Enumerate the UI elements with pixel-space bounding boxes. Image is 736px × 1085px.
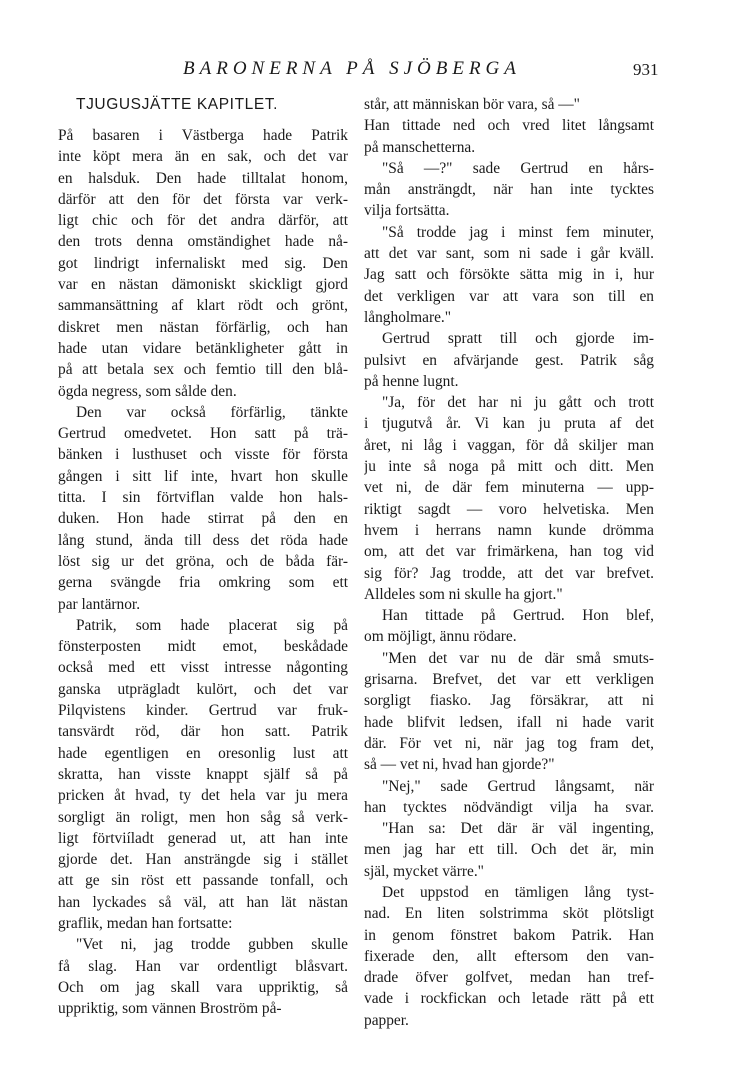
- text-line: hade utan vidare betänkligheter gått in: [58, 339, 348, 357]
- text-line: i tjugutvå år. Vi kan ju pruta af det: [364, 415, 654, 433]
- text-line: Gertrud spratt till och gjorde im-: [382, 330, 654, 348]
- text-line: "Vet ni, jag trodde gubben skulle: [76, 936, 348, 954]
- text-line: vilja fortsätta.: [364, 202, 450, 220]
- text-line: lång stund, ända till dess det röda hade: [58, 531, 348, 549]
- text-line: sorgligt fiasko. Jag försäkrar, att ni: [364, 692, 654, 710]
- text-line: titta. I sin förtviflan valde hon hals-: [58, 489, 348, 507]
- text-line: hade blifvit ledsen, ifall ni hade varit: [364, 713, 654, 731]
- text-line: gången i sitt lif inte, hvart hon skulle: [58, 467, 348, 485]
- text-line: ligt förtviíladt generad ut, att han inte: [58, 829, 348, 847]
- text-line: det verkligen var att vara son till en: [364, 287, 654, 305]
- text-line: om möjligt, ännu rödare.: [364, 628, 517, 646]
- text-line: par lantärnor.: [58, 595, 141, 613]
- text-line: han tycktes nödvändigt vilja ha svar.: [364, 798, 654, 816]
- text-line: tansvärdt röd, där hon satt. Patrik: [58, 723, 348, 741]
- text-line: Alldeles som ni skulle ha gjort.": [364, 585, 563, 603]
- text-line: på henne lugnt.: [364, 372, 459, 390]
- text-line: pricken åt hvad, ty det hela var ju mera: [58, 787, 348, 805]
- text-line: gerna svängde fria omkring som ett: [58, 574, 348, 592]
- text-line: står, att människan bör vara, så —": [364, 96, 580, 113]
- text-line: diskret men nästan förfärlig, och han: [58, 318, 348, 336]
- text-line: mån ansträngdt, när han inte tycktes: [364, 181, 654, 199]
- text-line: "Nej," sade Gertrud långsamt, när: [382, 777, 654, 795]
- running-header: [0, 58, 736, 86]
- text-line: själ, mycket värre.": [364, 862, 484, 880]
- left-column: [58, 94, 348, 1019]
- text-line: sorgligt än roligt, men hon såg så verk-: [58, 808, 348, 826]
- text-line: ju inte så noga på mitt och ditt. Men: [364, 458, 654, 476]
- text-line: Pilqvistens kinder. Gertrud var fruk-: [58, 702, 348, 720]
- text-line: pulsivt en afvärjande gest. Patrik såg: [364, 351, 654, 369]
- text-line: om, att det var frimärkena, han tog vid: [364, 543, 654, 561]
- text-line: grisarna. Brefvet, det var ett verkligen: [364, 671, 654, 689]
- text-line: en halsduk. Den hade tilltalat honom,: [58, 169, 348, 187]
- text-line: ligt chic och för det andra därför, att: [58, 212, 348, 230]
- text-line: långholmare.": [364, 308, 452, 326]
- text-line: skratta, han visste knappt själf så på: [58, 765, 348, 783]
- text-line: got lindrigt infernaliskt med sig. Den: [58, 254, 348, 272]
- text-line: också med ett visst intresse någonting: [58, 659, 348, 677]
- text-line: att ge sin röst ett passande tonfall, och: [58, 872, 348, 890]
- text-line: på manschetterna.: [364, 138, 476, 156]
- text-line: han lyckades så väl, att han lät nästan: [58, 893, 348, 911]
- text-line: sammansättning af klart rödt och grönt,: [58, 297, 348, 315]
- text-line: löst sig ur det gröna, och de båda fär-: [58, 552, 348, 570]
- text-line: papper.: [364, 1011, 409, 1029]
- text-line: hvem i herrans namn kunde drömma: [364, 521, 654, 539]
- text-line: Patrik, som hade placerat sig på: [76, 616, 348, 634]
- text-line: få slag. Han var ordentligt blåsvart.: [58, 957, 348, 975]
- text-line: uppriktig, som vännen Broström på-: [58, 1000, 282, 1018]
- text-line: Det uppstod en tämligen lång tyst-: [382, 883, 654, 901]
- text-line: "Så —?" sade Gertrud en hårs-: [382, 159, 654, 177]
- page-number: 931: [633, 60, 659, 79]
- text-line: "Så trodde jag i minst fem minuter,: [382, 223, 654, 241]
- text-line: bänken i lusthuset och visste för första: [58, 446, 348, 464]
- running-title: BARONERNA PÅ SJÖBERGA: [183, 58, 521, 79]
- text-line: där. För vet ni, när jag tog fram det,: [364, 734, 654, 752]
- text-line: graflik, medan han fortsatte:: [58, 914, 233, 932]
- text-line: ögda negress, som sålde den.: [58, 382, 237, 400]
- text-line: ganska utprägladt kulört, och det var: [58, 680, 348, 698]
- text-line: "Ja, för det har ni ju gått och trott: [382, 394, 654, 412]
- text-line: att det var sant, som ni sade i går kväll.: [364, 245, 654, 263]
- text-line: hade egentligen en oresonlig lust att: [58, 744, 348, 762]
- text-line: fönsterposten midt emot, beskådade: [58, 638, 348, 656]
- text-line: in genom fönstret bakom Patrik. Han: [364, 926, 654, 944]
- text-line: så — vet ni, hvad han gjorde?": [364, 756, 555, 774]
- text-line: drade öfver golfvet, medan han tref-: [364, 969, 654, 987]
- text-line: duken. Hon hade stirrat på den en: [58, 510, 348, 528]
- text-line: var en nästan dämoniskt skickligt gjord: [58, 276, 348, 294]
- text-line: den trots denna omständighet hade nå-: [58, 233, 348, 251]
- text-line: Jag satt och försökte sätta mig in i, hur: [364, 266, 654, 284]
- text-line: riktigt sagdt — voro helvetiska. Men: [364, 500, 654, 518]
- text-line: men jag har ett till. Och det är, min: [364, 841, 654, 859]
- text-line: fixerade den, allt eftersom den van-: [364, 947, 654, 965]
- text-line: "Han sa: Det där är väl ingenting,: [382, 820, 654, 838]
- text-line: "Men det var nu de där små smuts-: [382, 649, 654, 667]
- chapter-title: TJUGUSJÄTTE KAPITLET.: [76, 96, 279, 113]
- text-line: gjorde det. Han ansträngde sig i stället: [58, 851, 348, 869]
- text-line: Han tittade på Gertrud. Hon blef,: [382, 607, 654, 625]
- text-line: Den var också förfärlig, tänkte: [76, 403, 348, 421]
- text-line: vade i rockfickan och letade rätt på ett: [364, 990, 654, 1008]
- text-line: nad. En liten solstrimma sköt plötsligt: [364, 905, 654, 923]
- text-line: året, ni låg i vaggan, för då skiljer man: [364, 436, 654, 454]
- text-line: På basaren i Västberga hade Patrik: [58, 127, 348, 144]
- text-line: Han tittade ned och vred litet långsamt: [364, 117, 654, 135]
- text-line: vet ni, de där fem minuterna — upp-: [364, 479, 654, 497]
- text-line: inte köpt mera än en sak, och det var: [58, 148, 348, 166]
- text-line: sig för? Jag trodde, att det var brefvet.: [364, 564, 654, 582]
- right-column: [364, 94, 654, 1031]
- text-line: på att betala sex och femtio till den blå-: [58, 361, 348, 379]
- text-line: Och om jag skall vara uppriktig, så: [58, 978, 348, 996]
- text-line: därför att den för det första var verk-: [58, 190, 348, 208]
- text-line: Gertrud omedvetet. Hon satt på trä-: [58, 425, 348, 443]
